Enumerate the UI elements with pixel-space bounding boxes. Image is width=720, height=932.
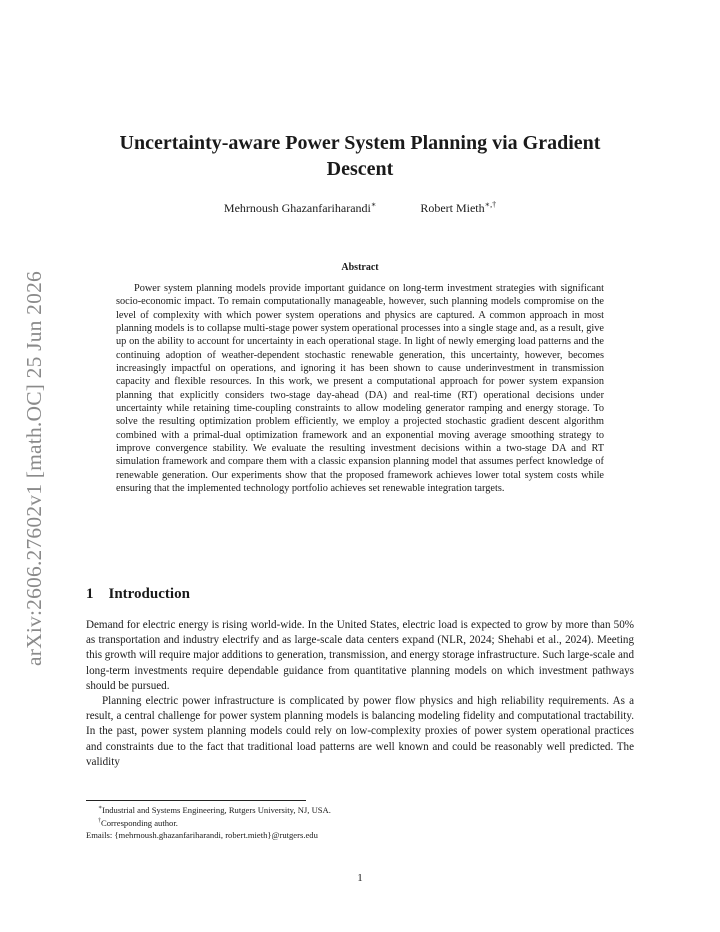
section-title: Introduction [108,586,190,602]
footnote-corresponding-mark: † [98,818,101,825]
author-2 [420,200,496,216]
author-2-affiliation-mark: ∗,† [484,200,497,209]
footnote-corresponding [86,816,634,829]
footnote-emails: Emails: {mehrnoush.ghazanfariharandi, robert.mieth}@rutgers.edu [86,829,318,840]
author-list [110,200,610,216]
abstract-text: Power system planning models provide important guidance on long-term investment strategies with significant socio-economic impact. To remain computationally manageable, however, such planning models compromise on the level of complexity with which power system operations and physics are captured. A common approach in most planning models is to collapse multi-stage power system operational processes into a single stage and, as a result, give up on the ability to account for uncertainty in each operational stage. In light of newly emerging load patterns and the continuing adoption of weather-dependent stochastic renewable generation, this uncertainty, however, becomes increasingly impactful on operations, and ignoring it has been shown to cause underinvestment in transmission capacity and flexible resources. In this work, we present a computational approach for power system expansion planning that explicitly considers two-stage day-ahead (DA) and real-time (RT) operational decisions under uncertainty while retaining time-coupling constraints to allow modeling generator ramping and energy storage. To solve the resulting optimization problem efficiently, we employ a projected stochastic gradient descent algorithm combined with a primal-dual optimization framework and an exponential moving average smoothing strategy to improve convergence stability. We evaluate the resulting investment decisions within a two-stage DA and RT simulation framework and compare them with a classic expansion planning model that assumes perfect knowledge of renewable generation. Our experiments show that the proposed framework achieves lower total system costs while ensuring that the implemented technology portfolio achieves set renewable integration targets. [116,283,604,495]
author-1 [224,200,376,216]
footnote-corresponding-text: Corresponding author. [101,818,178,829]
author-1-name: Mehrnoush Ghazanfariharandi [223,201,371,215]
footnote-divider [86,800,306,801]
introduction-body [86,618,634,770]
abstract-heading: Abstract [341,262,379,273]
footnotes [86,803,634,842]
author-2-name: Robert Mieth [420,201,485,215]
footnote-affiliation [86,803,634,816]
paper-title: Uncertainty-aware Power System Planning via Gradient Descent [119,132,601,180]
arxiv-identifier-text: arXiv:2606.27602v1 [math.OC] 25 Jun 2026 [21,270,46,666]
section-number: 1 [86,586,94,602]
footnote-affiliation-mark: ∗ [98,805,103,811]
introduction-paragraph-1: Demand for electric energy is rising world-wide. In the United States, electric load is expected to grow by more than 50% as transportation and industry electrify and as large-scale data centers expand (NLR, 2024; Shehabi et al., 2024). Meeting this growth will require major additions to generation, transmission, and energy storage infrastructure. Such large-scale and long-term investments require dependable guidance from quantitative planning models on which investment pathways should be pursued. [86,619,634,692]
page-number: 1 [357,872,363,884]
introduction-paragraph-2: Planning electric power infrastructure is complicated by power flow physics and high reliability requirements. As a result, a central challenge for power system planning models is balancing modeling fidelity and computational tractability. In the past, power system planning models could rely on low-complexity proxies of power system operational practices and constraints due to the fact that traditional load patterns are well known and could be reasonably well predicted. The validity [86,695,634,768]
section-heading-introduction [86,586,190,603]
footnote-affiliation-text: Industrial and Systems Engineering, Rutgers University, NJ, USA. [102,804,331,815]
arxiv-identifier-stamp [14,248,54,688]
author-1-affiliation-mark: ∗ [370,200,377,209]
